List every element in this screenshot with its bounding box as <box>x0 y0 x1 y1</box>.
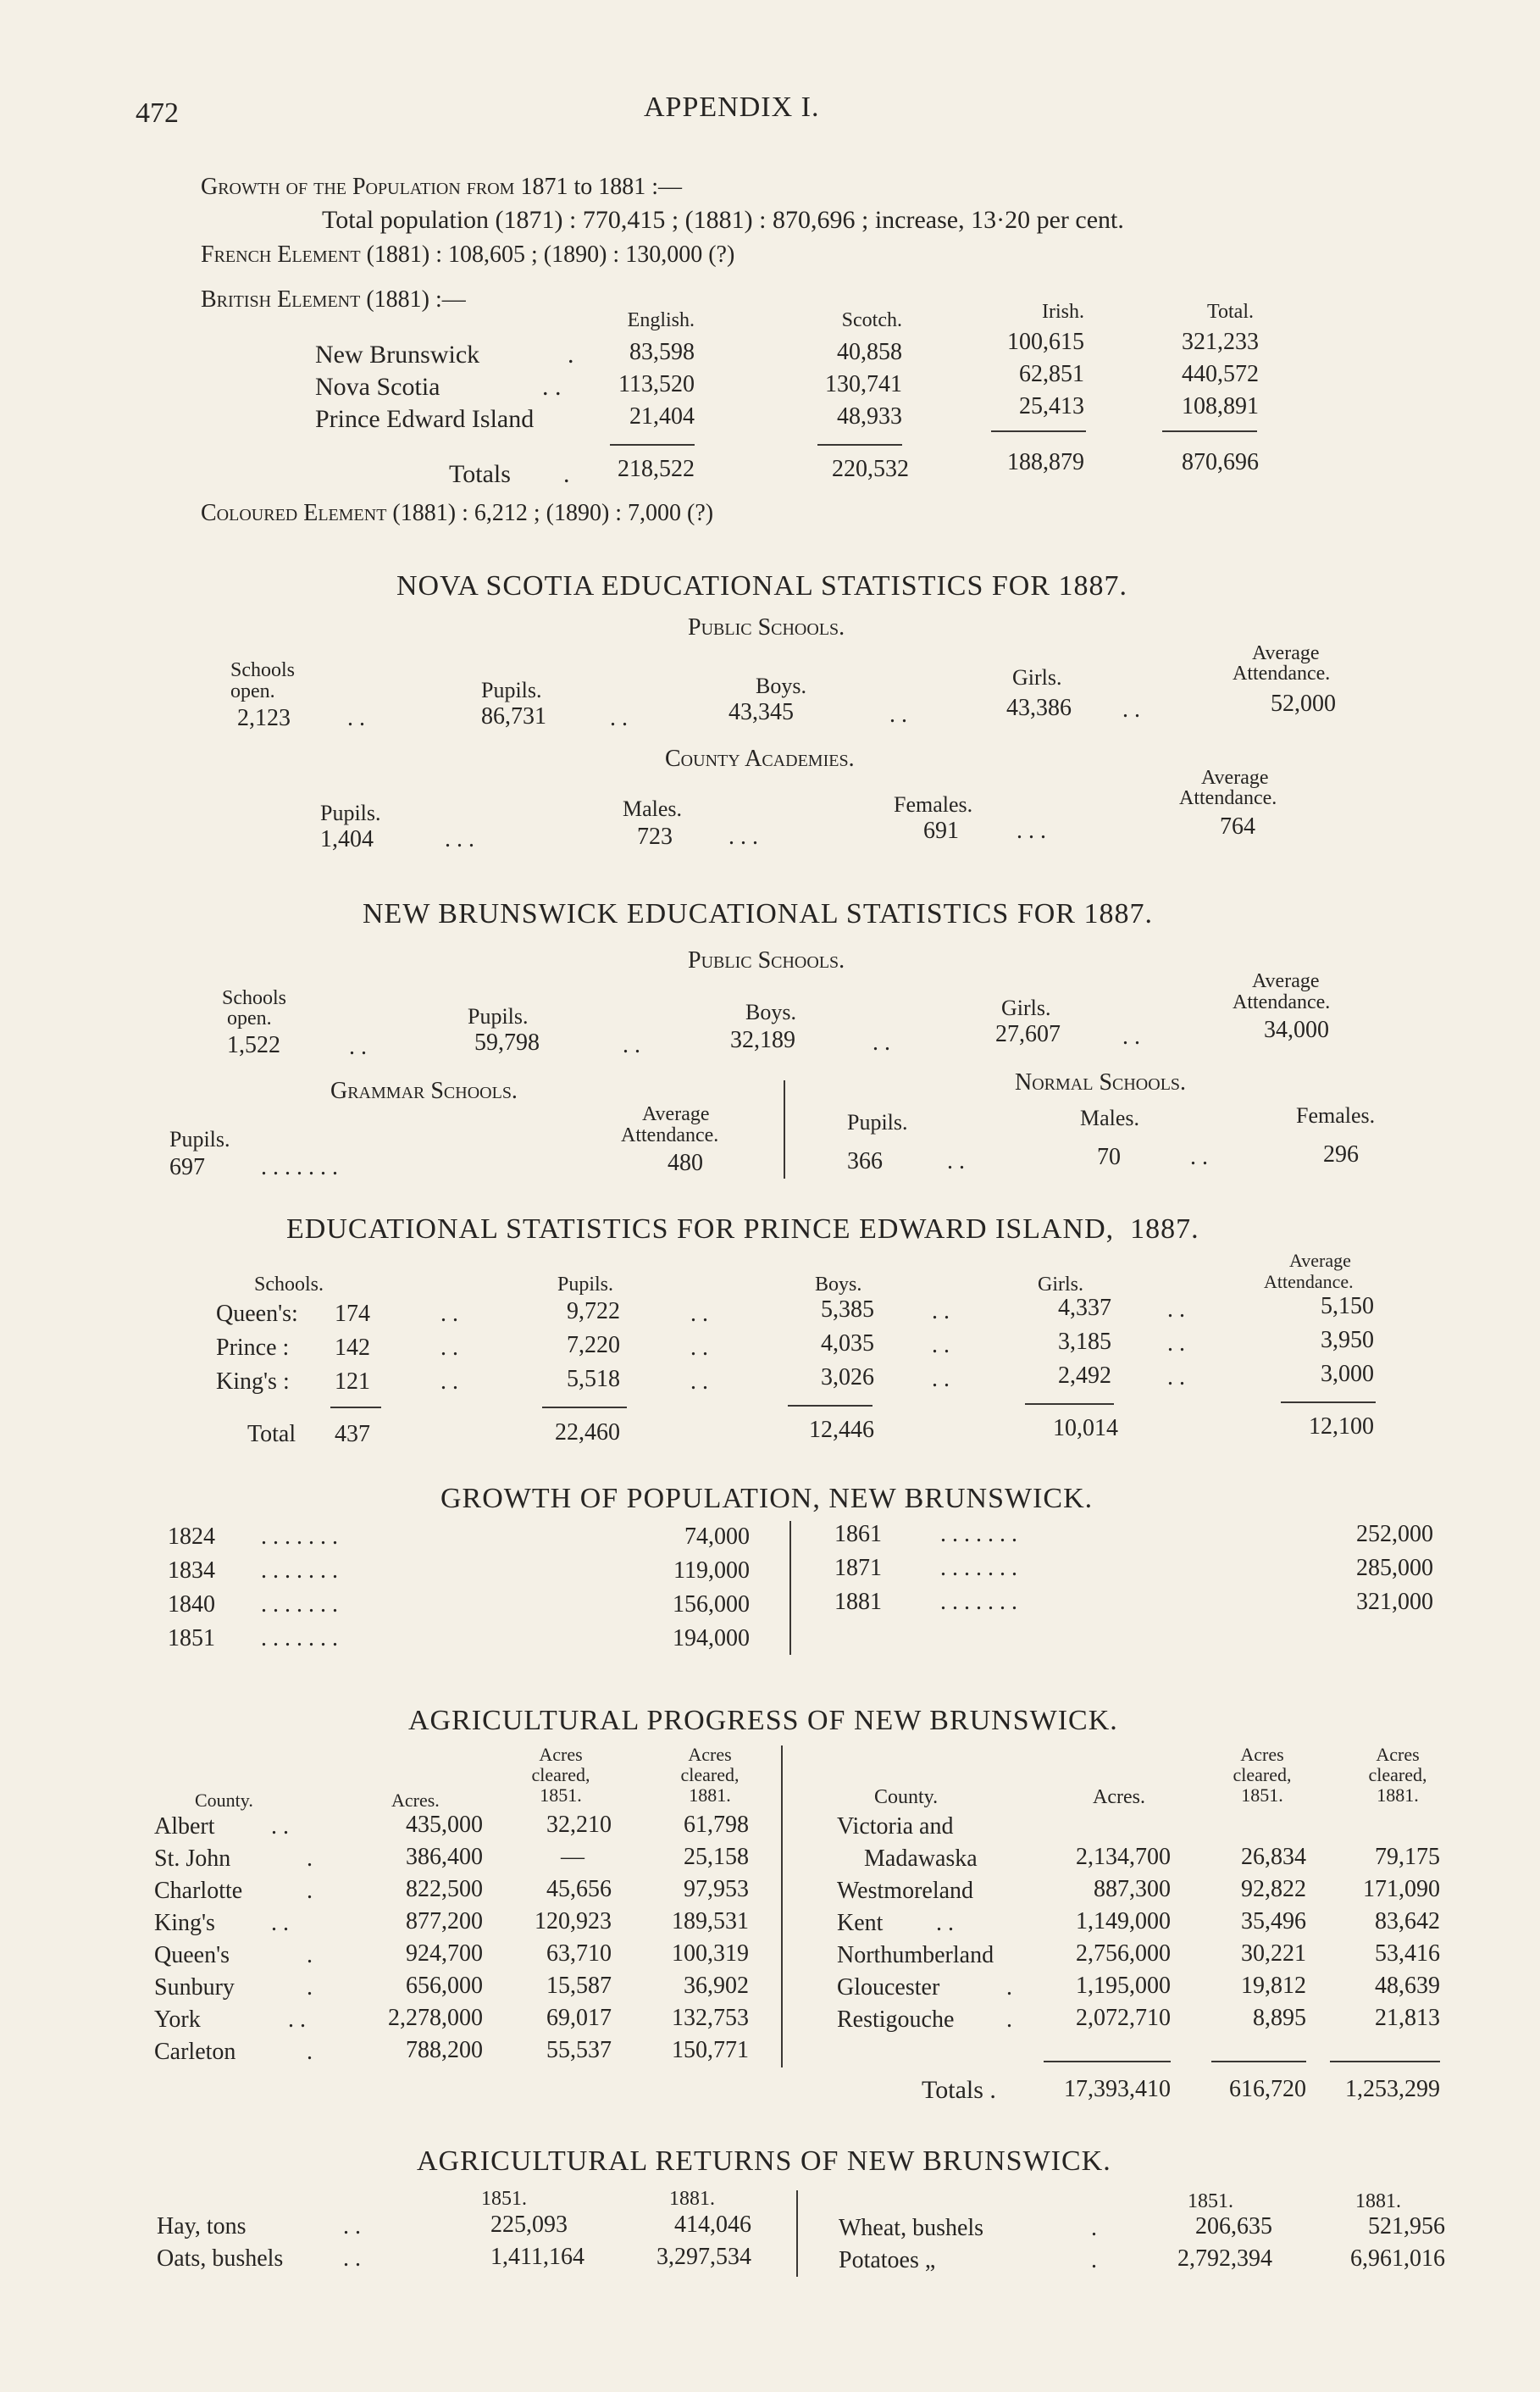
british-element-line: British Element (1881) :— <box>201 286 466 313</box>
column-divider <box>781 1745 783 2067</box>
col-header: Pupils. <box>557 1274 614 1296</box>
rule <box>788 1405 872 1407</box>
col-header: Total. <box>1207 301 1254 323</box>
col-header: English. <box>627 309 695 331</box>
rule <box>542 1407 627 1408</box>
rule <box>991 430 1086 432</box>
public-schools-subheading: Public Schools. <box>688 947 845 974</box>
col-header: Irish. <box>1042 301 1084 323</box>
agri-progress-heading: AGRICULTURAL PROGRESS OF NEW BRUNSWICK. <box>408 1705 1118 1736</box>
normal-schools-subheading: Normal Schools. <box>1015 1069 1187 1096</box>
grammar-schools-subheading: Grammar Schools. <box>330 1078 518 1104</box>
rule <box>817 444 902 446</box>
col-header: Attendance. <box>1264 1271 1354 1292</box>
growth-heading: Growth of the Population from 1871 to 1881 :— <box>201 174 683 200</box>
public-schools-subheading: Public Schools. <box>688 614 845 641</box>
col-header: Average <box>1289 1250 1351 1271</box>
col-header: Schools. <box>254 1274 324 1296</box>
col-header: Boys. <box>815 1274 862 1296</box>
rule <box>610 444 695 446</box>
agri-returns-heading: AGRICULTURAL RETURNS OF NEW BRUNSWICK. <box>417 2145 1111 2177</box>
county-academies-subheading: County Academies. <box>665 746 855 772</box>
new-brunswick-heading: NEW BRUNSWICK EDUCATIONAL STATISTICS FOR 1887. <box>363 898 1153 930</box>
rule <box>1281 1401 1376 1403</box>
rule <box>330 1407 381 1408</box>
page-number: 472 <box>136 97 179 129</box>
pei-heading: EDUCATIONAL STATISTICS FOR PRINCE EDWARD ISLAND, 1887. <box>286 1213 1199 1245</box>
rule <box>1044 2061 1171 2062</box>
french-element-line: French Element (1881) : 108,605 ; (1890) : 130,000 (?) <box>201 241 735 268</box>
column-divider <box>796 2190 798 2277</box>
page-title: APPENDIX I. <box>644 92 820 123</box>
growth-nb-heading: GROWTH OF POPULATION, NEW BRUNSWICK. <box>440 1483 1094 1514</box>
total-population-line: Total population (1871) : 770,415 ; (1881) : 870,696 ; increase, 13·20 per cent. <box>322 206 1124 234</box>
rule <box>1211 2061 1306 2062</box>
column-divider <box>784 1080 785 1179</box>
coloured-element-line: Coloured Element (1881) : 6,212 ; (1890) : 7,000 (?) <box>201 500 714 526</box>
rule <box>1330 2061 1440 2062</box>
rule <box>1162 430 1257 432</box>
col-header: Scotch. <box>841 309 902 331</box>
nova-scotia-heading: NOVA SCOTIA EDUCATIONAL STATISTICS FOR 1887. <box>396 570 1128 602</box>
col-header: Girls. <box>1038 1274 1083 1296</box>
rule <box>1025 1403 1114 1405</box>
column-divider <box>789 1521 791 1655</box>
